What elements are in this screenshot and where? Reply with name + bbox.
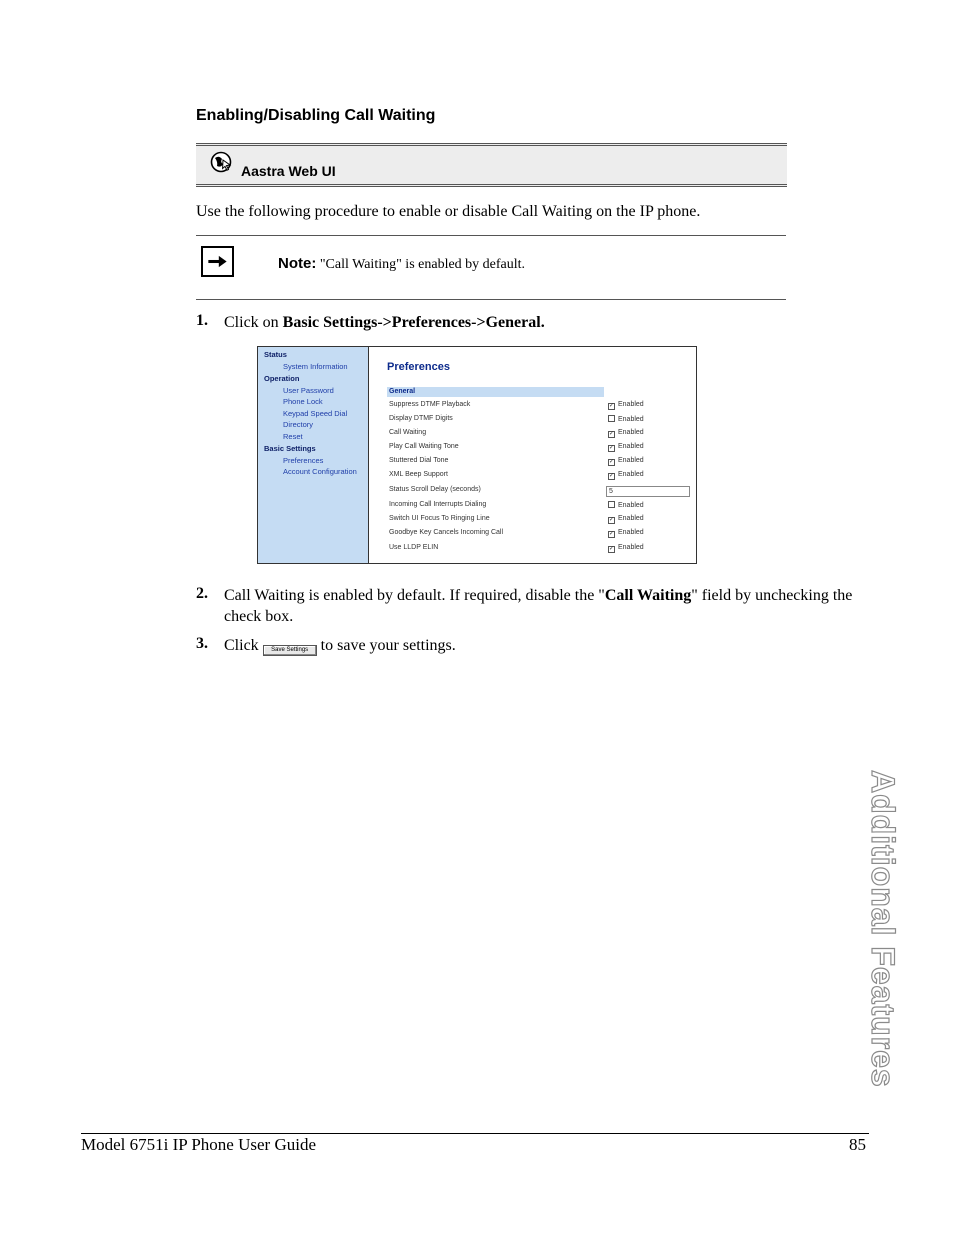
nav-item[interactable]: Account Configuration — [283, 467, 357, 476]
step-3-post: to save your settings. — [320, 637, 456, 654]
nav-item[interactable]: Status — [264, 350, 287, 359]
pref-checkbox[interactable] — [608, 529, 644, 538]
pref-row-label: Stuttered Dial Tone — [389, 457, 449, 464]
pref-checkbox[interactable] — [608, 457, 644, 466]
intro-text: Use the following procedure to enable or disable Call Waiting on the IP phone. — [196, 203, 701, 220]
general-group-header: General — [387, 387, 604, 397]
nav-item[interactable]: Preferences — [283, 456, 324, 465]
checkbox-checked[interactable]: ✓ — [609, 473, 615, 479]
note-label: Note: — [278, 255, 317, 272]
note-text — [278, 255, 525, 273]
nav-item[interactable]: User Password — [283, 386, 334, 395]
pref-row-label: XML Beep Support — [389, 471, 448, 478]
checkbox-label: Enabled — [618, 471, 644, 478]
globe-cursor-icon — [210, 151, 232, 173]
step-2-post: " field by unchecking the check box. — [224, 587, 853, 625]
chapter-side-text: Additional Features — [865, 770, 901, 1088]
step-2-bold: Call Waiting — [604, 587, 692, 604]
nav-item[interactable]: Reset — [283, 432, 303, 441]
footer-rule — [81, 1133, 869, 1134]
nav-item[interactable]: Keypad Speed Dial — [283, 409, 348, 418]
step-1-bold: Basic Settings->Preferences->General. — [282, 314, 545, 331]
pref-row-label: Status Scroll Delay (seconds) — [389, 486, 481, 493]
nav-item[interactable]: Phone Lock — [283, 397, 323, 406]
section-title: Enabling/Disabling Call Waiting — [196, 107, 436, 124]
checkbox-checked[interactable]: ✓ — [609, 403, 615, 409]
checkbox-checked[interactable]: ✓ — [609, 459, 615, 465]
checkbox-checked[interactable]: ✓ — [609, 517, 615, 523]
pref-checkbox[interactable] — [608, 544, 644, 553]
pref-checkbox[interactable] — [608, 415, 644, 423]
checkbox-label: Enabled — [618, 401, 644, 408]
checkbox-label: Enabled — [618, 502, 644, 509]
arrow-right-icon — [201, 246, 234, 277]
step-3-number: 3. — [196, 635, 208, 652]
page-number: 85 — [849, 1135, 866, 1154]
pref-checkbox[interactable] — [608, 401, 644, 410]
checkbox-label: Enabled — [618, 544, 644, 551]
checkbox-checked[interactable]: ✓ — [609, 531, 615, 537]
step-1-text — [224, 312, 545, 333]
preferences-title: Preferences — [387, 361, 450, 373]
step-2-text — [224, 585, 869, 627]
pref-checkbox[interactable] — [608, 471, 644, 480]
pref-row-label: Call Waiting — [389, 429, 427, 436]
checkbox-label: Enabled — [618, 457, 644, 464]
nav-item[interactable]: System Information — [283, 362, 348, 371]
note-box — [196, 235, 786, 300]
step-2-pre: Call Waiting is enabled by default. If required, disable the " — [224, 587, 605, 604]
chapter-side-tab — [864, 770, 914, 1110]
nav-item[interactable]: Operation — [264, 374, 300, 383]
preferences-screenshot — [257, 346, 697, 564]
checkbox-unchecked[interactable] — [608, 501, 615, 508]
pref-row-label: Suppress DTMF Playback — [389, 401, 471, 408]
footer-guide-title: Model 6751i IP Phone User Guide — [81, 1135, 316, 1154]
pref-checkbox[interactable] — [608, 443, 644, 452]
call-waiting-checkbox[interactable] — [608, 429, 644, 438]
pref-row-label: Goodbye Key Cancels Incoming Call — [389, 529, 504, 536]
checkbox-label: Enabled — [618, 515, 644, 522]
pref-row-label: Incoming Call Interrupts Dialing — [389, 501, 487, 508]
nav-item[interactable]: Directory — [283, 420, 314, 429]
pref-row-label: Use LLDP ELIN — [389, 544, 439, 551]
step-2-number: 2. — [196, 585, 208, 602]
save-settings-button[interactable]: Save Settings — [263, 645, 317, 656]
pref-checkbox[interactable] — [608, 515, 644, 524]
note-body: "Call Waiting" is enabled by default. — [319, 257, 526, 272]
checkbox-label: Enabled — [618, 529, 644, 536]
checkbox-checked[interactable]: ✓ — [609, 445, 615, 451]
step-3-text — [224, 635, 456, 656]
scroll-delay-input[interactable]: 5 — [606, 486, 690, 497]
step-1-pre: Click on — [224, 314, 283, 331]
pref-row-label: Switch UI Focus To Ringing Line — [389, 515, 490, 522]
pref-row-label: Play Call Waiting Tone — [389, 443, 459, 450]
web-ui-banner — [196, 143, 787, 187]
pref-row-label: Display DTMF Digits — [389, 415, 453, 422]
step-3-pre: Click — [224, 637, 259, 654]
checkbox-checked[interactable]: ✓ — [609, 431, 615, 437]
checkbox-label: Enabled — [618, 443, 644, 450]
web-ui-label: Aastra Web UI — [241, 163, 336, 179]
checkbox-label: Enabled — [618, 429, 644, 436]
step-1-number: 1. — [196, 312, 208, 329]
nav-panel — [258, 347, 369, 563]
checkbox-checked[interactable]: ✓ — [609, 546, 615, 552]
checkbox-unchecked[interactable] — [608, 415, 615, 422]
nav-item[interactable]: Basic Settings — [264, 444, 316, 453]
checkbox-label: Enabled — [618, 416, 644, 423]
pref-checkbox[interactable] — [608, 501, 644, 509]
